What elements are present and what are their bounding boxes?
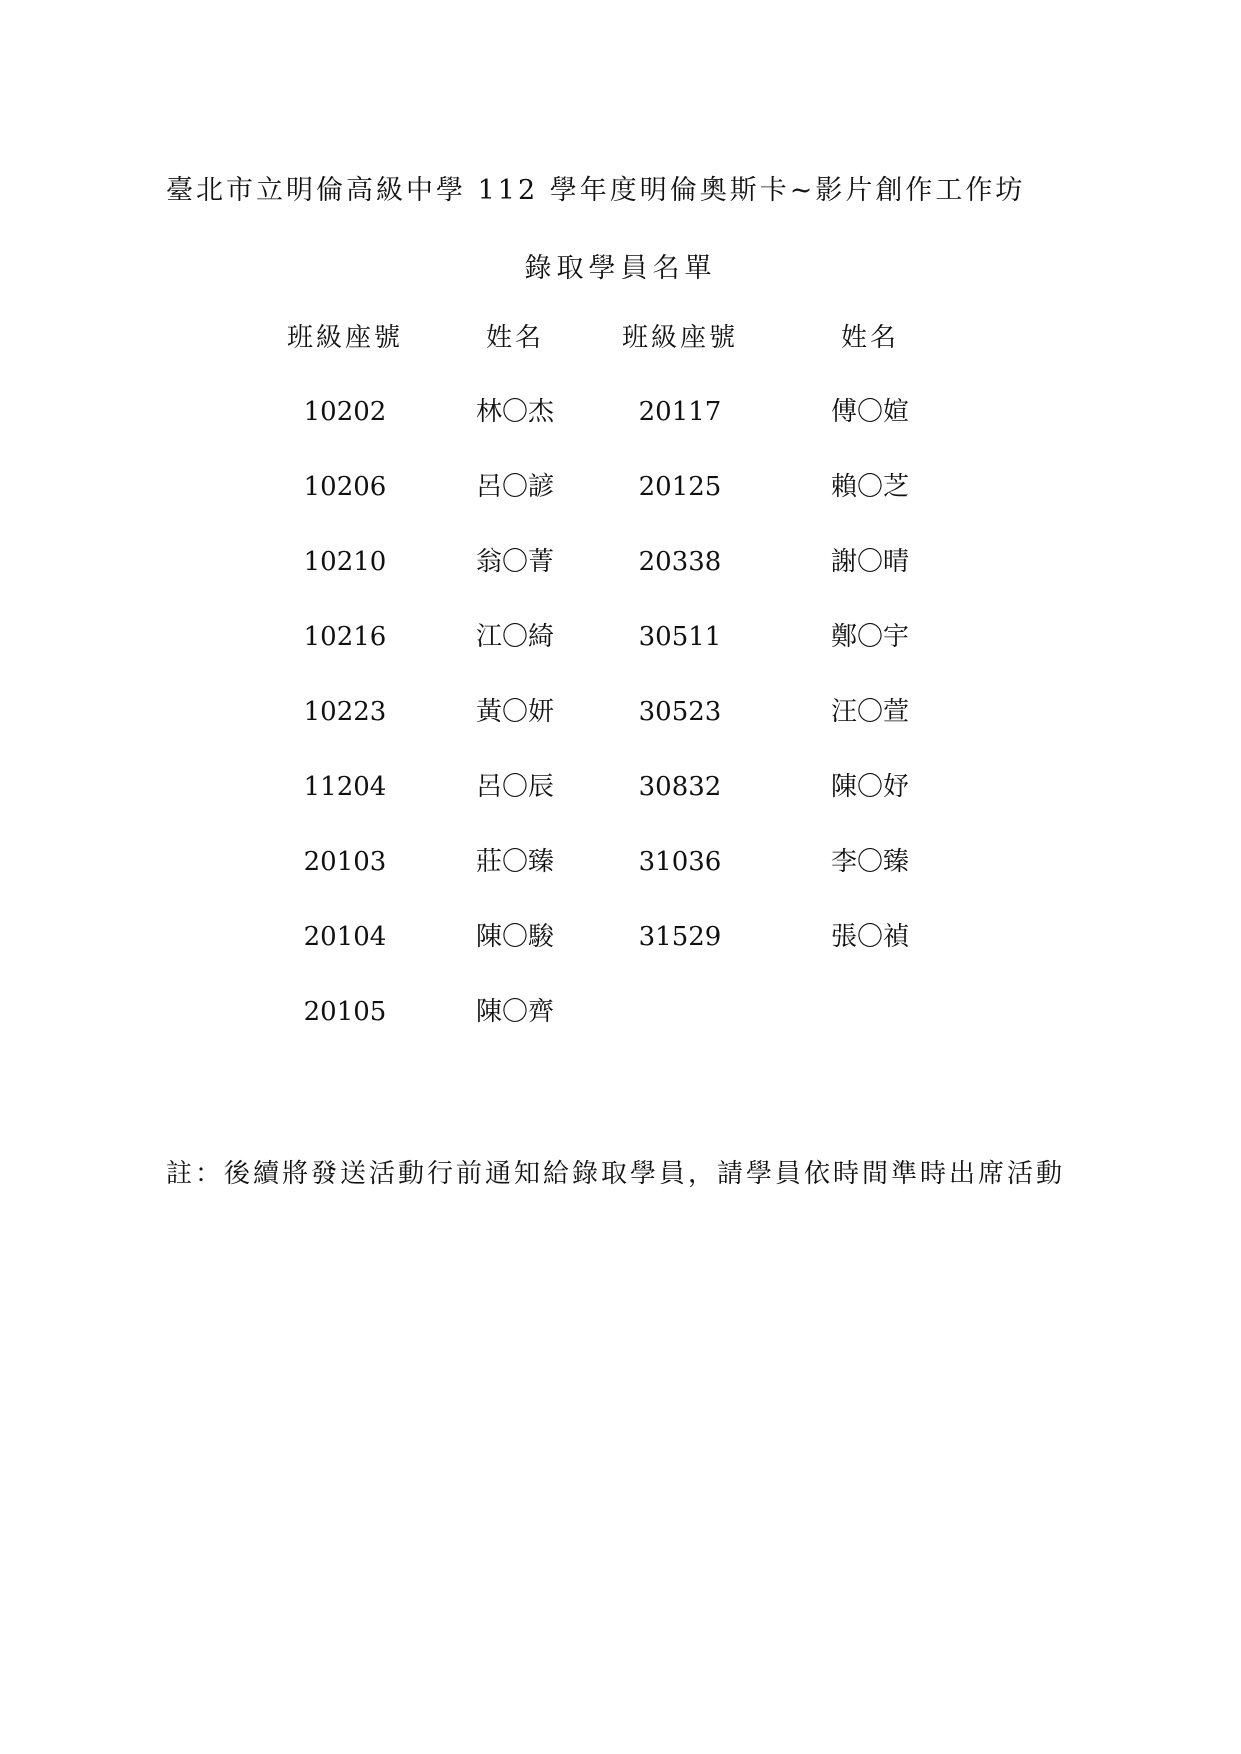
seat-number-cell: 20105 (303, 997, 387, 1027)
student-name-cell: 翁〇菁 (475, 547, 554, 577)
seat-number-cell: 20103 (303, 847, 387, 877)
seat-number-cell: 10223 (303, 697, 387, 727)
page-title: 臺北市立明倫高級中學 112 學年度明倫奧斯卡~影片創作工作坊 (166, 175, 1026, 206)
footnote: 註：後續將發送活動行前通知給錄取學員，請學員依時間準時出席活動 (166, 1159, 1066, 1189)
student-name-cell: 汪〇萱 (830, 697, 909, 727)
seat-number-cell: 20117 (638, 397, 722, 427)
header-seat-1: 班級座號 (286, 323, 403, 353)
seat-number-cell: 10210 (303, 547, 387, 577)
header-name-1: 姓名 (485, 323, 544, 353)
student-name-cell: 林〇杰 (475, 397, 554, 427)
student-name-cell: 傅〇媗 (830, 397, 909, 427)
seat-number-cell: 10216 (303, 622, 387, 652)
seat-number-cell: 30832 (638, 772, 722, 802)
student-name-cell: 賴〇芝 (830, 472, 909, 502)
student-name-cell: 謝〇晴 (830, 547, 909, 577)
seat-number-cell: 20104 (303, 922, 387, 952)
seat-number-cell: 10206 (303, 472, 387, 502)
student-name-cell: 莊〇臻 (475, 847, 554, 877)
student-name-cell: 陳〇妤 (830, 772, 909, 802)
student-name-cell: 黃〇妍 (475, 697, 554, 727)
seat-number-cell: 30511 (638, 622, 722, 652)
seat-number-cell: 20125 (638, 472, 722, 502)
seat-number-cell: 31036 (638, 847, 722, 877)
student-name-cell: 陳〇齊 (475, 997, 554, 1027)
student-name-cell: 江〇綺 (475, 622, 554, 652)
seat-number-cell: 31529 (638, 922, 722, 952)
student-name-cell: 張〇禎 (830, 922, 909, 952)
page-subtitle: 錄取學員名單 (524, 253, 717, 284)
student-name-cell: 李〇臻 (830, 847, 909, 877)
seat-number-cell: 10202 (303, 397, 387, 427)
header-name-2: 姓名 (840, 323, 899, 353)
student-name-cell: 呂〇諺 (475, 472, 554, 502)
seat-number-cell: 30523 (638, 697, 722, 727)
student-name-cell: 陳〇駿 (475, 922, 554, 952)
seat-number-cell: 20338 (638, 547, 722, 577)
header-seat-2: 班級座號 (621, 323, 738, 353)
student-name-cell: 鄭〇宇 (830, 622, 909, 652)
seat-number-cell: 11204 (303, 772, 387, 802)
student-name-cell: 呂〇辰 (475, 772, 554, 802)
